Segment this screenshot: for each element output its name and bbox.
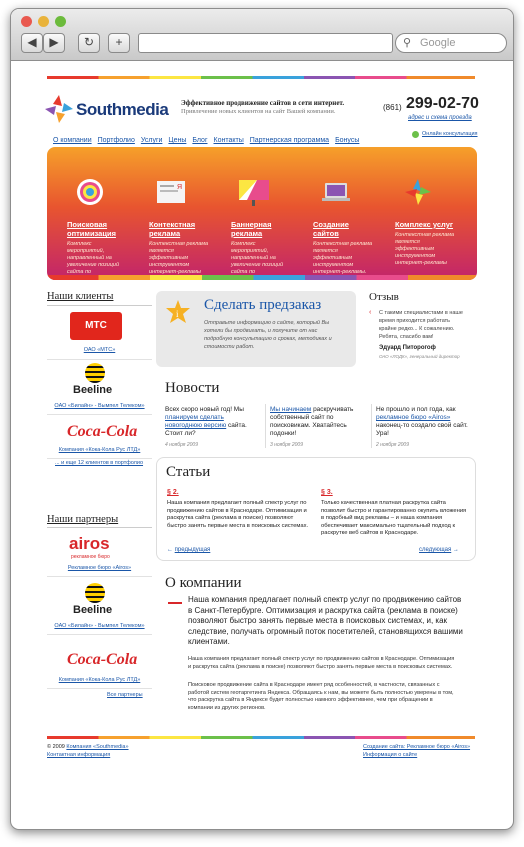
phone-number: 299-02-70 (406, 95, 479, 112)
mts-logo[interactable]: МТС (70, 312, 122, 340)
news-date: 4 ноября 2009 (165, 442, 198, 448)
more-clients-link[interactable]: ... и еще 12 клиентов в портфолио (55, 460, 144, 466)
news-item (165, 406, 259, 448)
client-beeline-link[interactable]: ОАО «Билайн» - Вымпел Телеком» (54, 403, 145, 409)
maximize-window-icon[interactable] (55, 16, 66, 27)
review-role: ОАО «ЛОДК», генеральный директор (379, 354, 460, 359)
browser-window (10, 8, 514, 830)
articles-next-button[interactable] (419, 547, 459, 553)
coca-cola-partner-logo[interactable]: Coca-Cola (67, 651, 138, 668)
subtagline: Привлечение новых клиентов на сайт Вашей компании. (181, 108, 336, 115)
browser-toolbar (11, 9, 514, 61)
nav-contacts[interactable]: Контакты (213, 137, 244, 144)
articles-next-label[interactable]: следующая (419, 547, 452, 553)
nav-bonuses[interactable]: Бонусы (335, 137, 360, 144)
red-dash-icon (168, 602, 182, 604)
main-nav (53, 129, 365, 147)
beeline-partner-logo[interactable]: Beeline (73, 604, 113, 616)
nav-blog[interactable]: Блог (192, 137, 208, 144)
footer-info-link[interactable]: Информация о сайте (363, 752, 418, 758)
service-desc: Контекстная реклама является эффективным инструментом интернет-рекламы. (313, 241, 373, 275)
search-icon: ⚲ (403, 37, 412, 49)
news-link[interactable]: рекламное бюро «Airos» (376, 414, 451, 421)
preorder-title[interactable]: Сделать предзаказ (204, 297, 322, 313)
service-websites[interactable] (313, 177, 373, 276)
page-content (11, 62, 514, 830)
banner-color-stripe (47, 275, 477, 280)
news-text: раскручивать собственный сайт по поисковикам. Хватайтесь подонки! (270, 406, 354, 437)
beeline-logo-icon (85, 583, 105, 603)
service-title[interactable]: Баннерная реклама (231, 220, 272, 238)
online-status-icon (412, 131, 419, 138)
svg-text:i: i (176, 309, 179, 319)
services-banner (47, 147, 477, 280)
news-link[interactable]: планируем сделать новогоднюю версию (165, 414, 227, 429)
search-placeholder: Google (420, 37, 456, 49)
about-lead: Наша компания предлагает полный спектр услуг по продвижению сайтов в Санкт-Петербурге. Оптимизация и раскрутка сайта (реклама в поиске) позволяют быстро занять первые места в поисковых системах, и, как следствие, получать огромный поток посетителей, становящихся вашими клиентами. (188, 595, 463, 646)
partner-beeline-link[interactable]: ОАО «Билайн» - Вымпел Телеком» (54, 623, 145, 629)
news-text: сайта. Стоит ли? (165, 422, 247, 437)
coca-cola-logo[interactable]: Coca-Cola (67, 423, 138, 440)
news-item (270, 406, 365, 448)
service-desc: Контекстная реклама является эффективным инструментом интернет-рекламы (395, 232, 455, 266)
address-bar[interactable] (138, 33, 393, 53)
minimize-window-icon[interactable] (38, 16, 49, 27)
about-paragraph: Поисковое продвижение сайта в Краснодаре имеет ряд особенностей, в частности, связанных с работой систем геотаргетинга Яндекса. Обращаясь к нам, вы можете быть полностью уверены в том, что раскрутка сайта в Яндексе будет полностью намного эффективнее, чем при обращении в компании из других регионов. (188, 682, 454, 711)
article-text: Только качественная платная раскрутка сайта позволит быстро и гарантированно окупить вложения в подобный вид рекламы – и наша компания обеспечивает максимально тщательный подход к раскрутке веб сайтов в Краснодаре. (321, 500, 467, 536)
all-partners-link[interactable]: Все партнеры (107, 692, 143, 698)
partners-heading[interactable]: Наши партнеры (47, 514, 119, 525)
nav-about[interactable]: О компании (53, 137, 92, 144)
beeline-logo-icon (85, 363, 105, 383)
online-consultation-link[interactable]: Онлайн консультация (422, 131, 478, 137)
footer-copyright (47, 744, 129, 750)
add-bookmark-button[interactable]: + (108, 33, 130, 53)
articles-prev-label[interactable]: предыдущая (174, 547, 211, 553)
southmedia-logo-icon (45, 95, 73, 123)
arrow-left-icon: ← (167, 547, 175, 553)
reload-button[interactable]: ↻ (78, 33, 100, 53)
service-title[interactable]: Контекстная реклама (149, 220, 196, 238)
service-banner-ads[interactable] (231, 177, 291, 280)
top-color-stripe (47, 76, 475, 79)
nav-portfolio[interactable]: Портфолио (97, 137, 135, 144)
clients-heading[interactable]: Наши клиенты (47, 291, 114, 302)
search-input[interactable] (395, 33, 507, 53)
review-text: С такими специалистами в наше время приходится работать крайне редко... К сожалению. Ребята, спасибо вам! (379, 310, 463, 340)
service-title[interactable]: Поисковая оптимизация (67, 220, 116, 238)
client-cocacola-link[interactable]: Компания «Кока-Кола Рус ЛТД» (58, 447, 141, 453)
footer-company-link[interactable]: Компания «Southmedia» (66, 744, 129, 750)
news-text: наконец-то создало свой сайт. Ура! (376, 422, 468, 437)
article-text: Наша компания предлагает полный спектр услуг по продвижению сайтов в Краснодаре. Оптимизация и раскрутка сайта (реклама в поиске) позволяют быстро занять первые места в поисковых системах. (167, 500, 309, 529)
news-text: Всех скоро новый год! Мы (165, 406, 244, 413)
service-title[interactable]: Создание сайтов (313, 220, 349, 238)
news-text: Не прошло и пол года, как (376, 406, 456, 413)
articles-box (156, 457, 476, 561)
news-item (376, 406, 475, 448)
service-context[interactable] (149, 177, 209, 276)
service-desc: Комплекс мероприятий, направленный на увеличение позиций сайта по (67, 241, 120, 275)
arrow-right-icon: → (451, 547, 459, 553)
footer-color-stripe (47, 736, 475, 739)
preorder-box[interactable] (156, 291, 356, 367)
footer-contact-link[interactable]: Контактная информация (47, 752, 111, 758)
phone-code: (861) (383, 103, 402, 112)
news-link[interactable]: Мы начинаем (270, 406, 312, 413)
news-date: 3 ноября 2009 (270, 442, 303, 448)
svg-text:Я: Я (177, 184, 183, 191)
service-complex[interactable] (395, 177, 455, 267)
articles-heading: Статьи (166, 464, 211, 480)
service-desc: Комплекс мероприятий, направленный на увеличение позиций сайта по (231, 241, 284, 275)
laptop-icon (319, 177, 353, 207)
about-heading: О компании (165, 575, 242, 591)
review-heading: Отзыв (369, 291, 399, 303)
review-prev-icon[interactable]: ‹ (369, 309, 372, 316)
partner-cocacola-link[interactable]: Компания «Кока-Кола Рус ЛТД» (58, 677, 141, 683)
client-mts-link[interactable]: ОАО «МТС» (83, 347, 116, 353)
about-paragraph: Наша компания предлагает полный спектр услуг по продвижению сайтов в Краснодаре. Оптимизация и раскрутка сайта (реклама в поиске) позволяют быстро занять первые места в поисковых системах. (188, 656, 455, 670)
back-button[interactable]: ◀ (21, 33, 43, 53)
airos-logo[interactable]: airos (69, 534, 110, 553)
airos-subtitle: рекламное бюро (71, 554, 110, 560)
news-date: 2 ноября 2009 (376, 442, 409, 448)
review-author: Эдуард Питорогоф (379, 345, 436, 351)
footer-made-link[interactable]: Создание сайта: Рекламное бюро «Airos» (363, 744, 471, 750)
close-window-icon[interactable] (21, 16, 32, 27)
beeline-logo[interactable]: Beeline (73, 384, 113, 396)
article-number[interactable]: § 2. (167, 489, 179, 496)
preorder-text: Отправьте информацию о сайте, который Вы хотели бы продвигать, и получите от нас подробную консультацию о сроках, методиках и стоимости работ. (204, 320, 332, 350)
articles-prev-button[interactable] (167, 547, 210, 553)
service-title[interactable]: Комплекс услуг (395, 220, 454, 229)
article-number[interactable]: § 3. (321, 489, 333, 496)
service-desc: Контекстная реклама является эффективным инструментом интернет-рекламы (149, 241, 209, 275)
pinwheel-icon (401, 177, 435, 207)
billboard-icon (237, 177, 271, 207)
nav-services[interactable]: Услуги (140, 137, 163, 144)
logo-text[interactable]: Southmedia (76, 100, 169, 119)
address-link[interactable]: адрес и схема проезда (408, 115, 472, 121)
partner-airos-link[interactable]: Рекламное бюро «Airos» (67, 565, 132, 571)
forward-button[interactable]: ▶ (43, 33, 65, 53)
service-seo[interactable] (67, 177, 127, 280)
star-info-icon (164, 299, 192, 327)
nav-partner-program[interactable]: Партнерская программа (249, 137, 330, 144)
copyright-text: © 2009 (47, 744, 67, 750)
search-results-icon (155, 177, 189, 207)
target-icon (73, 177, 107, 207)
nav-prices[interactable]: Цены (168, 137, 187, 144)
news-heading: Новости (165, 380, 220, 396)
tagline: Эффективное продвижение сайтов в сети интернет. (181, 99, 345, 107)
